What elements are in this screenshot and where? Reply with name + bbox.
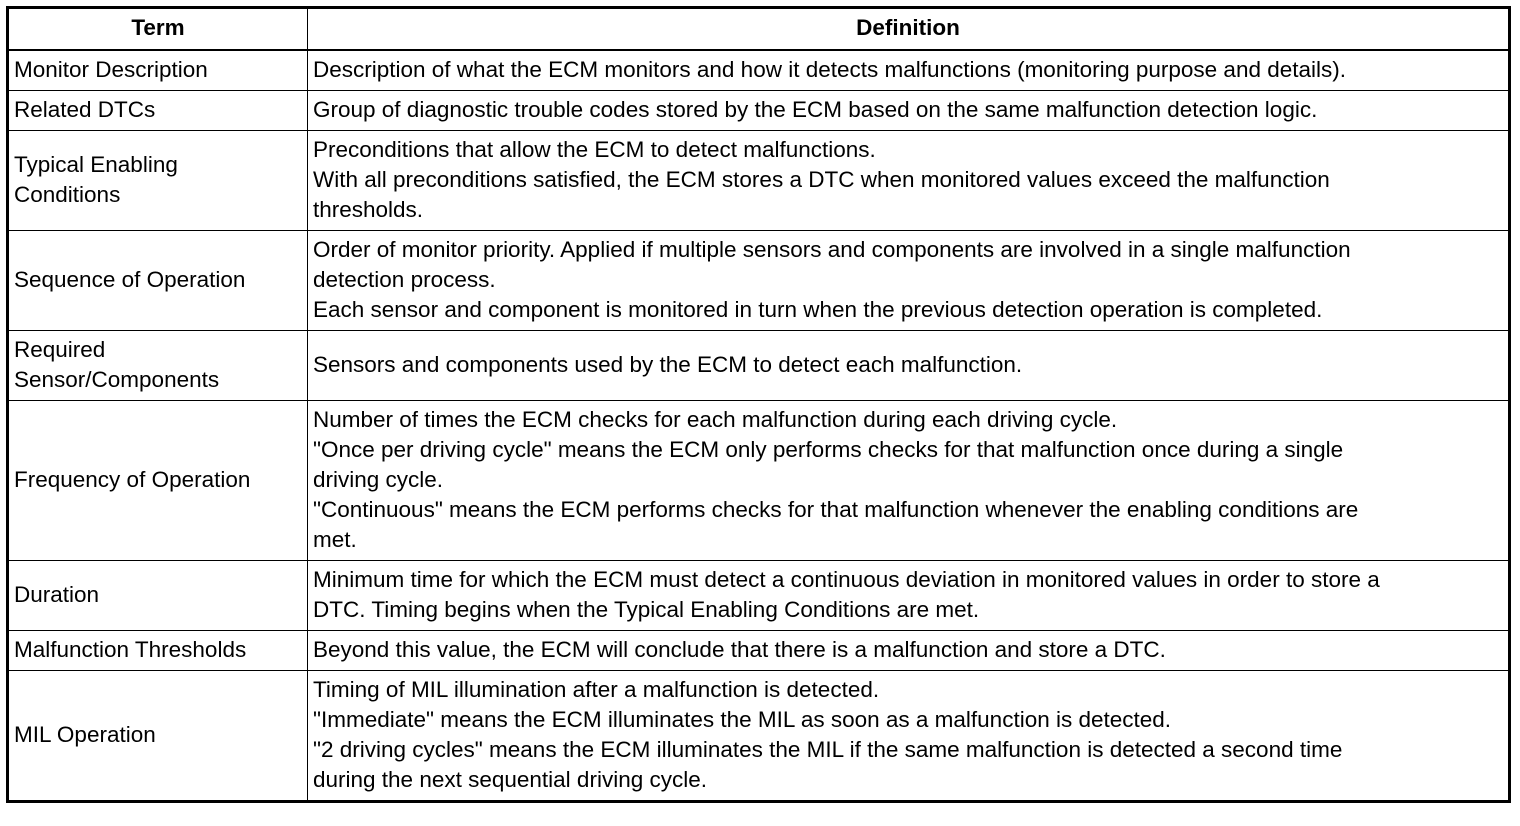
- definition-text: Group of diagnostic trouble codes stored by the ECM based on the same malfunction detection logic.: [313, 97, 1318, 122]
- definition-text: Each sensor and component is monitored in turn when the previous detection operation is completed.: [313, 297, 1323, 322]
- definition-cell: [308, 231, 1510, 331]
- table-row: [8, 131, 1510, 231]
- column-header-term: Term: [8, 8, 308, 51]
- definition-text: detection process.: [313, 267, 496, 292]
- definition-cell: [308, 401, 1510, 561]
- definition-text: "Continuous" means the ECM performs checks for that malfunction whenever the enabling conditions are: [313, 497, 1359, 522]
- term-text: Sequence of Operation: [14, 267, 246, 292]
- definition-text: Minimum time for which the ECM must detect a continuous deviation in monitored values in order to store a: [313, 567, 1380, 592]
- term-text: Conditions: [14, 182, 121, 207]
- term-text: Frequency of Operation: [14, 467, 251, 492]
- term-cell: [8, 131, 308, 231]
- terms-definition-table: [6, 6, 1511, 803]
- term-text: Monitor Description: [14, 57, 208, 82]
- definition-text: "Immediate" means the ECM illuminates the MIL as soon as a malfunction is detected.: [313, 707, 1172, 732]
- table-row: [8, 231, 1510, 331]
- term-text: Duration: [14, 582, 100, 607]
- term-cell: [8, 671, 308, 802]
- term-text: Typical Enabling: [14, 152, 178, 177]
- table-header-row: [8, 8, 1510, 51]
- definition-cell: [308, 631, 1510, 671]
- term-cell: [8, 561, 308, 631]
- terms-table-container: [6, 6, 1511, 803]
- table-row: [8, 401, 1510, 561]
- term-cell: [8, 331, 308, 401]
- definition-cell: [308, 561, 1510, 631]
- definition-text: thresholds.: [313, 197, 424, 222]
- table-body: [8, 50, 1510, 802]
- term-cell: [8, 631, 308, 671]
- table-row: [8, 91, 1510, 131]
- definition-cell: [308, 331, 1510, 401]
- definition-text: Number of times the ECM checks for each malfunction during each driving cycle.: [313, 407, 1118, 432]
- definition-text: Timing of MIL illumination after a malfunction is detected.: [313, 677, 880, 702]
- table-row: [8, 631, 1510, 671]
- definition-text: Description of what the ECM monitors and how it detects malfunctions (monitoring purpose and details).: [313, 57, 1347, 82]
- term-cell: [8, 91, 308, 131]
- column-header-definition: Definition: [308, 8, 1510, 51]
- term-text: Related DTCs: [14, 97, 156, 122]
- definition-cell: [308, 50, 1510, 91]
- definition-text: during the next sequential driving cycle.: [313, 767, 707, 792]
- term-text: Required: [14, 337, 106, 362]
- definition-cell: [308, 131, 1510, 231]
- definition-text: DTC. Timing begins when the Typical Enabling Conditions are met.: [313, 597, 980, 622]
- term-text: Sensor/Components: [14, 367, 220, 392]
- definition-cell: [308, 671, 1510, 802]
- definition-text: Beyond this value, the ECM will conclude that there is a malfunction and store a DTC.: [313, 637, 1166, 662]
- table-row: [8, 50, 1510, 91]
- term-text: Malfunction Thresholds: [14, 637, 247, 662]
- definition-text: met.: [313, 527, 357, 552]
- definition-cell: [308, 91, 1510, 131]
- definition-text: Order of monitor priority. Applied if multiple sensors and components are involved in a single malfunction: [313, 237, 1351, 262]
- term-cell: [8, 50, 308, 91]
- definition-text: "2 driving cycles" means the ECM illuminates the MIL if the same malfunction is detected a second time: [313, 737, 1343, 762]
- term-cell: [8, 401, 308, 561]
- table-row: [8, 671, 1510, 802]
- table-row: [8, 331, 1510, 401]
- term-text: MIL Operation: [14, 722, 156, 747]
- table-row: [8, 561, 1510, 631]
- definition-text: "Once per driving cycle" means the ECM only performs checks for that malfunction once during a single: [313, 437, 1344, 462]
- definition-text: Preconditions that allow the ECM to detect malfunctions.: [313, 137, 876, 162]
- definition-text: driving cycle.: [313, 467, 444, 492]
- definition-text: With all preconditions satisfied, the ECM stores a DTC when monitored values exceed the malfunction: [313, 167, 1330, 192]
- term-cell: [8, 231, 308, 331]
- definition-text: Sensors and components used by the ECM to detect each malfunction.: [313, 352, 1023, 377]
